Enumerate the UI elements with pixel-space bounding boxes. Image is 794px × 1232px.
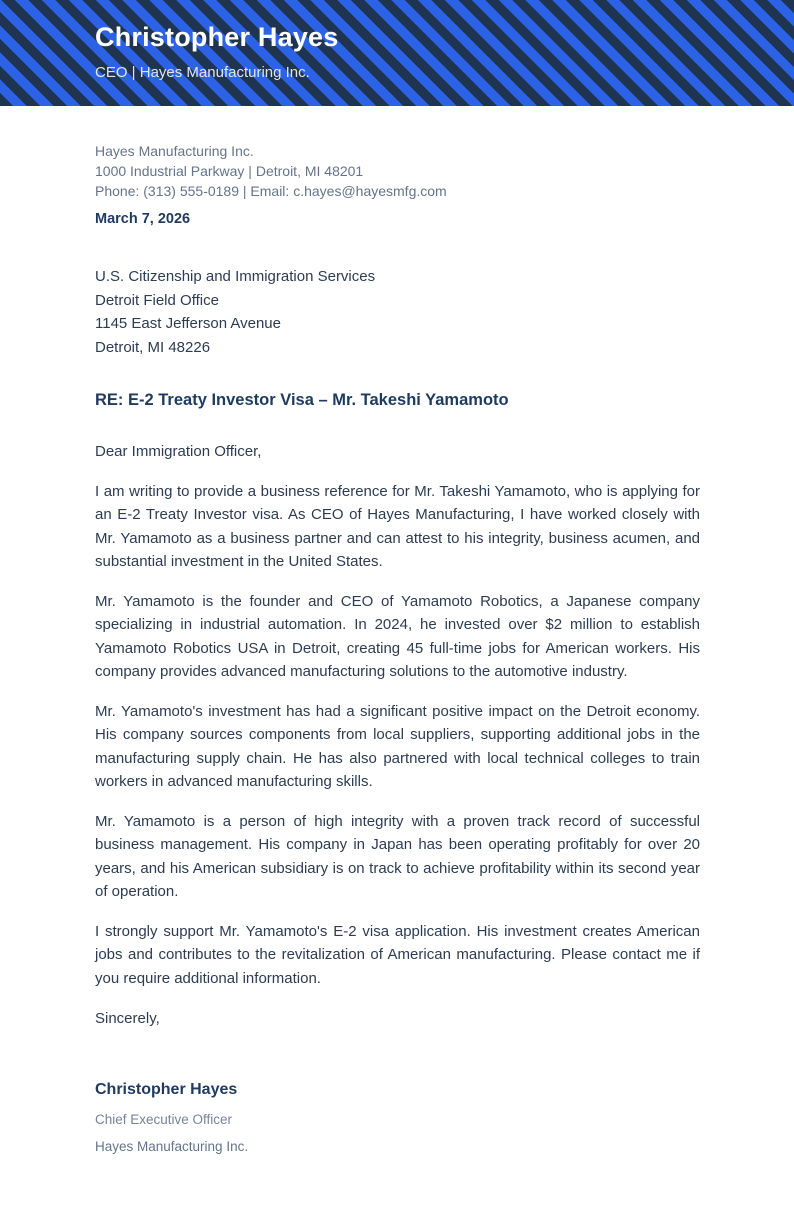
subject-line: RE: E-2 Treaty Investor Visa – Mr. Takeshi Yamamoto	[95, 391, 509, 409]
recipient-line: Detroit, MI 48226	[95, 338, 211, 356]
recipient-block	[95, 265, 700, 359]
sender-block	[95, 141, 700, 229]
recipient-line: 1145 East Jefferson Avenue	[95, 315, 281, 332]
signature-block	[95, 1080, 700, 1155]
letter-content	[0, 141, 794, 1155]
header-subtitle: CEO | Hayes Manufacturing Inc.	[95, 63, 310, 81]
recipient-line: Detroit Field Office	[95, 291, 219, 309]
sender-company: Hayes Manufacturing Inc.	[95, 143, 254, 159]
body-paragraph-1: I am writing to provide a business reference for Mr. Takeshi Yamamoto, who is applying for an E-2 Treaty Investor visa. As CEO of Hayes Manufacturing, I have worked closely with Mr. Yamamoto as a business partner and can attest to his integrity, business acumen, and substantial investment in the United States.	[95, 482, 700, 570]
recipient-line: U.S. Citizenship and Immigration Services	[95, 268, 376, 285]
header-name: Christopher Hayes	[95, 22, 339, 52]
closing-line: Sincerely,	[95, 1010, 160, 1027]
signature-company: Hayes Manufacturing Inc.	[95, 1138, 249, 1154]
body-paragraph-2: Mr. Yamamoto is the founder and CEO of Yamamoto Robotics, a Japanese company specializing in industrial automation. In 2024, he invested over $2 million to establish Yamamoto Robotics USA in Detroit, creating 45 full-time jobs for American workers. His company provides advanced manufacturing solutions to the automotive industry.	[95, 592, 700, 680]
body-paragraph-3: Mr. Yamamoto's investment has had a significant positive impact on the Detroit economy. His company sources components from local suppliers, supporting additional jobs in the manufacturing supply chain. He has also partnered with local technical colleges to train workers in advanced manufacturing skills.	[95, 702, 700, 790]
sender-address: 1000 Industrial Parkway | Detroit, MI 48201	[95, 163, 364, 179]
body-paragraph-4: Mr. Yamamoto is a person of high integrity with a proven track record of successful business management. His company in Japan has been operating profitably for over 20 years, and his American subsidiary is on track to achieve profitability within its second year of operation.	[95, 812, 700, 900]
sender-contact: Phone: (313) 555-0189 | Email: c.hayes@hayesmfg.com	[95, 183, 447, 199]
body-paragraph-5: I strongly support Mr. Yamamoto's E-2 visa application. His investment creates American jobs and contributes to the revitalization of American manufacturing. Please contact me if you require additional information.	[95, 922, 700, 987]
letter-header	[0, 0, 794, 106]
signature-title: Chief Executive Officer	[95, 1111, 233, 1127]
salutation: Dear Immigration Officer,	[95, 443, 262, 460]
signature-name: Christopher Hayes	[95, 1080, 238, 1098]
letter-date: March 7, 2026	[95, 211, 191, 227]
